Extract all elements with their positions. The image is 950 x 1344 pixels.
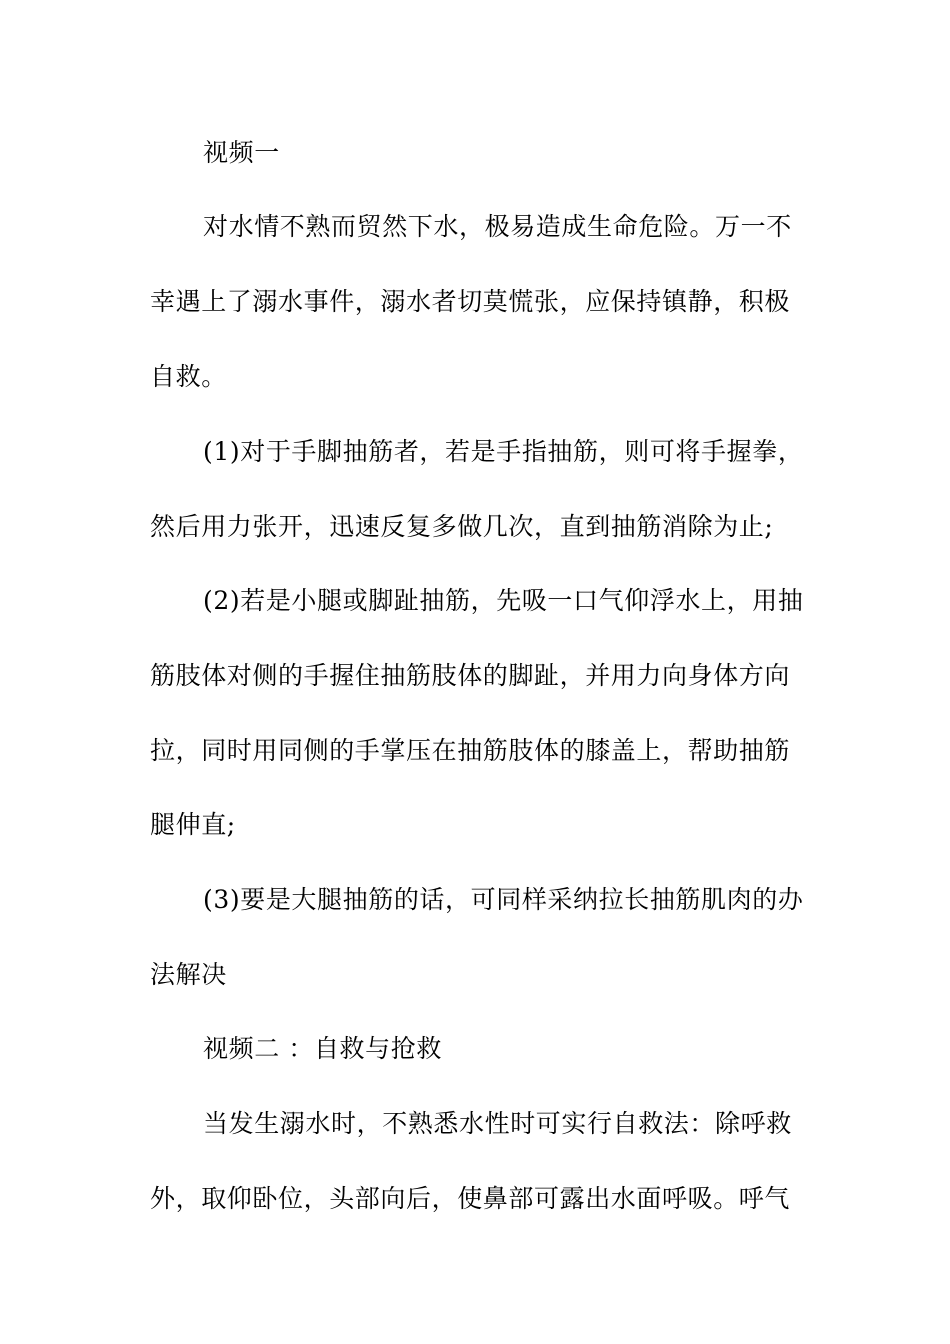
paragraph-line: 幸遇上了溺水事件，溺水者切莫慌张，应保持镇静，积极	[150, 287, 791, 316]
paragraph-line: 腿伸直;	[150, 810, 236, 839]
paragraph-line: 自救。	[150, 362, 227, 391]
heading-video-two: 视频二 ：自救与抢救	[203, 1034, 442, 1063]
paragraph-line: 当发生溺水时，不熟悉水性时可实行自救法：除呼救	[203, 1109, 792, 1138]
paragraph-line: 对水情不熟而贸然下水，极易造成生命危险。万一不	[203, 212, 792, 241]
paragraph-line: (1)对于手脚抽筋者，若是手指抽筋，则可将手握拳，	[203, 437, 804, 466]
paragraph-line: 法解决	[150, 960, 227, 989]
paragraph-line: 外，取仰卧位，头部向后，使鼻部可露出水面呼吸。呼气	[150, 1184, 791, 1213]
heading-video-one: 视频一	[203, 138, 280, 167]
paragraph-line: (2)若是小腿或脚趾抽筋，先吸一口气仰浮水上，用抽	[203, 586, 804, 615]
paragraph-line: 筋肢体对侧的手握住抽筋肢体的脚趾，并用力向身体方向	[150, 661, 791, 690]
paragraph-line: 拉，同时用同侧的手掌压在抽筋肢体的膝盖上，帮助抽筋	[150, 736, 791, 765]
paragraph-line: 然后用力张开，迅速反复多做几次，直到抽筋消除为止;	[150, 512, 774, 541]
paragraph-line: (3)要是大腿抽筋的话，可同样采纳拉长抽筋肌肉的办	[203, 885, 804, 914]
